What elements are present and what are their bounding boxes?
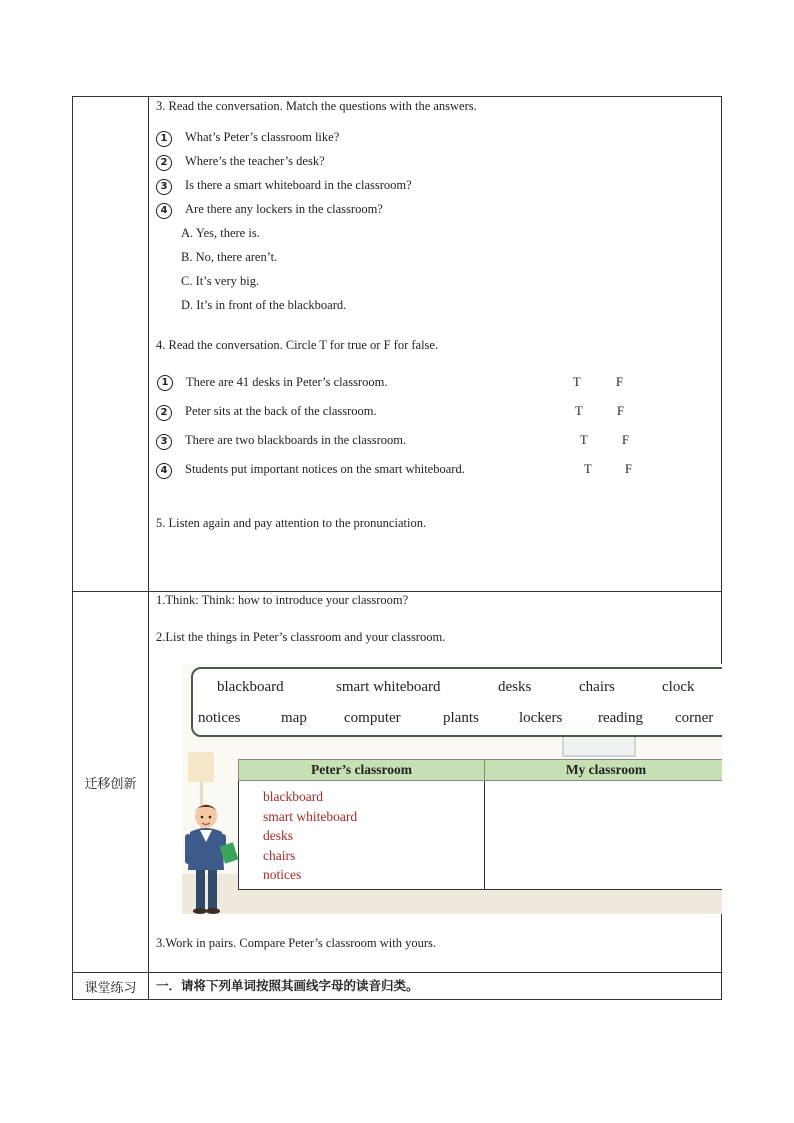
reading-section-label <box>73 97 149 592</box>
q4-true-option-2[interactable]: T <box>575 404 583 418</box>
q3-question-4: Are there any lockers in the classroom? <box>185 202 383 216</box>
q3-number-1: 1 <box>156 131 172 147</box>
student-boy-icon <box>182 798 242 914</box>
word-bank-item: map <box>281 710 307 726</box>
q4-number-1: 1 <box>157 375 173 391</box>
word-bank-item: smart whiteboard <box>336 679 441 695</box>
lesson-table <box>72 96 722 1000</box>
q5-heading: 5. Listen again and pay attention to the pronunciation. <box>156 516 427 530</box>
q4-false-option-3[interactable]: F <box>622 433 629 447</box>
q4-false-option-4[interactable]: F <box>625 462 632 476</box>
q3-number-3: 3 <box>156 179 172 195</box>
my-classroom-cell[interactable] <box>485 781 723 890</box>
peter-classroom-header: Peter’s classroom <box>239 760 485 781</box>
word-bank-item: corner <box>675 710 714 726</box>
q3-question-3: Is there a smart whiteboard in the classroom? <box>185 178 412 192</box>
item1-text: 1.Think: Think: how to introduce your classroom? <box>156 593 409 607</box>
peter-item: chairs <box>263 847 296 863</box>
q3-number-2: 2 <box>156 155 172 171</box>
peter-item: notices <box>263 867 302 882</box>
q3-number-4: 4 <box>156 203 172 219</box>
peter-item: smart whiteboard <box>263 808 358 824</box>
lamp-icon <box>188 752 214 782</box>
q3-question-1: What’s Peter’s classroom like? <box>185 130 340 144</box>
word-bank-item: clock <box>662 679 695 695</box>
q3-answer-c: C. It’s very big. <box>181 274 260 288</box>
word-bank-item: desks <box>498 679 532 695</box>
practice-section-content <box>149 973 722 1000</box>
word-bank-item: reading <box>598 710 643 726</box>
item3-text: 3.Work in pairs. Compare Peter’s classroom with yours. <box>156 936 436 950</box>
q4-true-option-3[interactable]: T <box>580 433 588 447</box>
transfer-section-content <box>149 592 722 973</box>
q4-statement-1: There are 41 desks in Peter’s classroom. <box>186 375 388 389</box>
transfer-section-label: 迁移创新 <box>73 592 149 973</box>
word-bank-item: chairs <box>579 679 615 695</box>
q4-number-2: 2 <box>156 405 172 421</box>
q3-answer-d: D. It’s in front of the blackboard. <box>181 298 347 312</box>
comparison-table <box>238 759 722 890</box>
reading-section-content <box>149 97 722 592</box>
q4-statement-4: Students put important notices on the smart whiteboard. <box>185 462 465 476</box>
my-classroom-header: My classroom <box>485 760 723 781</box>
practice-instruction: 一．请将下列单词按照其画线字母的读音归类。 <box>156 978 419 993</box>
word-bank-item: computer <box>344 710 401 726</box>
word-bank-item: blackboard <box>217 679 284 695</box>
word-bank <box>191 667 722 737</box>
item2-text: 2.List the things in Peter’s classroom and your classroom. <box>156 630 446 644</box>
practice-section-label: 课堂练习 <box>73 973 149 1000</box>
practice-section-row <box>73 973 722 1000</box>
word-bank-item: notices <box>198 710 241 726</box>
peter-classroom-cell <box>239 781 485 890</box>
q4-true-option-4[interactable]: T <box>584 462 592 476</box>
classroom-illustration <box>182 664 722 914</box>
word-bank-item: plants <box>443 710 479 726</box>
q4-heading: 4. Read the conversation. Circle T for true or F for false. <box>156 338 439 352</box>
peter-items-list <box>263 787 484 885</box>
q3-answer-b: B. No, there aren’t. <box>181 250 278 264</box>
q3-question-2: Where’s the teacher’s desk? <box>185 154 325 168</box>
q4-number-4: 4 <box>156 463 172 479</box>
q4-number-3: 3 <box>156 434 172 450</box>
word-bank-item: lockers <box>519 710 563 726</box>
q4-false-option-1[interactable]: F <box>616 375 623 389</box>
peter-item: blackboard <box>263 789 323 804</box>
reading-section-row <box>73 97 722 592</box>
q4-true-option-1[interactable]: T <box>573 375 581 389</box>
q4-statement-2: Peter sits at the back of the classroom. <box>185 404 377 418</box>
peter-item: desks <box>263 828 293 843</box>
q3-heading: 3. Read the conversation. Match the questions with the answers. <box>156 99 477 113</box>
q3-answer-a: A. Yes, there is. <box>181 226 260 240</box>
q4-statement-3: There are two blackboards in the classroom. <box>185 433 407 447</box>
transfer-section-row <box>73 592 722 973</box>
q4-false-option-2[interactable]: F <box>617 404 624 418</box>
